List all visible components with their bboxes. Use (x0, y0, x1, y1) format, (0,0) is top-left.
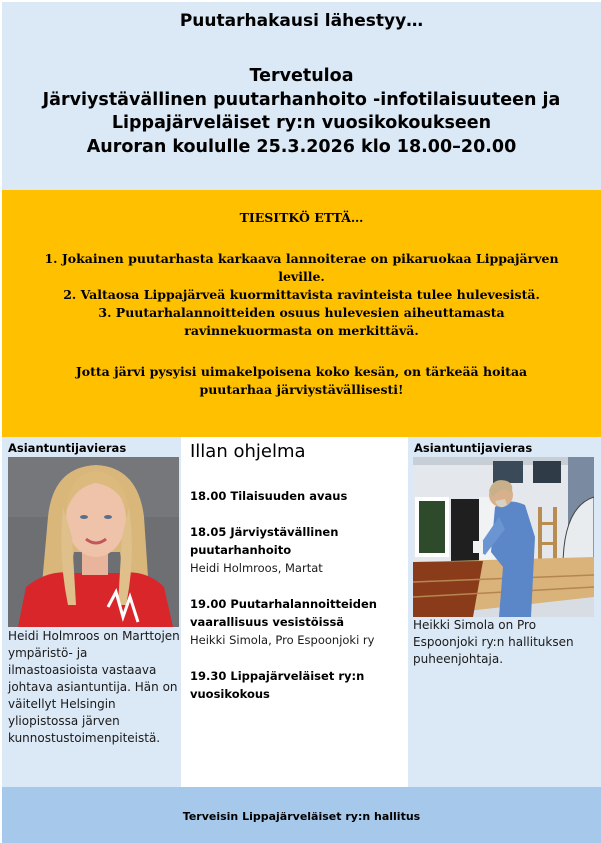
fact-item: 1. Jokainen puutarhasta karkaava lannoiterae on pikaruokaa Lippajärven leville. (44, 251, 559, 284)
program-item-title: 18.05 Järviystävällinen puutarhanhoito (190, 525, 339, 557)
header-section (2, 2, 601, 190)
program-item-speaker: Heidi Holmroos, Martat (190, 561, 323, 575)
program-title: Illan ohjelma (190, 441, 306, 462)
footer-section (2, 787, 601, 843)
guest-bio: Heikki Simola on Pro Espoonjoki ry:n hallituksen puheenjohtaja. (413, 618, 574, 666)
guest-right-column (408, 437, 601, 787)
fact-item: 2. Valtaosa Lippajärveä kuormittavista ravinteista tulee hulevesistä. (63, 287, 540, 302)
guest-photo-heidi (8, 457, 179, 627)
header-line: Järviystävällinen puutarhanhoito -infotilaisuuteen ja (42, 89, 561, 110)
facts-conclusion: Jotta järvi pysyisi uimakelpoisena koko kesän, on tärkeää hoitaa puutarhaa järviystävällisesti! (75, 364, 528, 397)
program-item (190, 667, 402, 703)
facts-title: TIESITKÖ ETTÄ… (239, 210, 364, 225)
photo-image-icon (413, 457, 594, 617)
program-item-title: 18.00 Tilaisuuden avaus (190, 489, 348, 503)
guest-left-column (2, 437, 181, 787)
footer-signature: Terveisin Lippajärveläiset ry:n hallitus (182, 810, 421, 823)
program-item-title: 19.00 Puutarhalannoitteiden vaarallisuus vesistöissä (190, 597, 377, 629)
program-item-title: 19.30 Lippajärveläiset ry:n vuosikokous (190, 669, 365, 701)
program-list (190, 487, 402, 721)
header-line: Tervetuloa (249, 66, 354, 86)
guest-bio: Heidi Holmroos on Marttojen ympäristö- ja ilmastoasioista vastaava johtava asiantuntija. Hän on väitellyt Helsingin yliopistossa järven kunnostustoimenpiteistä. (8, 629, 180, 745)
facts-list (2, 250, 601, 340)
portrait-image-icon (8, 457, 179, 627)
header-line: Lippajärveläiset ry:n vuosikokoukseen (111, 113, 492, 133)
program-item (190, 523, 402, 577)
header-invitation (2, 65, 601, 159)
guest-label: Asiantuntijavieras (8, 441, 127, 455)
header-line: Auroran koululle 25.3.2026 klo 18.00–20.00 (86, 136, 517, 157)
fact-item: 3. Puutarhalannoitteiden osuus hulevesien aiheuttamasta ravinnekuormasta on merkittävä. (98, 305, 505, 338)
did-you-know-section (2, 190, 601, 437)
program-item-speaker: Heikki Simola, Pro Espoonjoki ry (190, 633, 375, 647)
guest-photo-heikki (413, 457, 594, 617)
header-title: Puutarhakausi lähestyy… (179, 11, 424, 31)
guest-label: Asiantuntijavieras (414, 441, 533, 455)
program-column (183, 437, 406, 787)
program-item (190, 487, 402, 505)
program-item (190, 595, 402, 649)
